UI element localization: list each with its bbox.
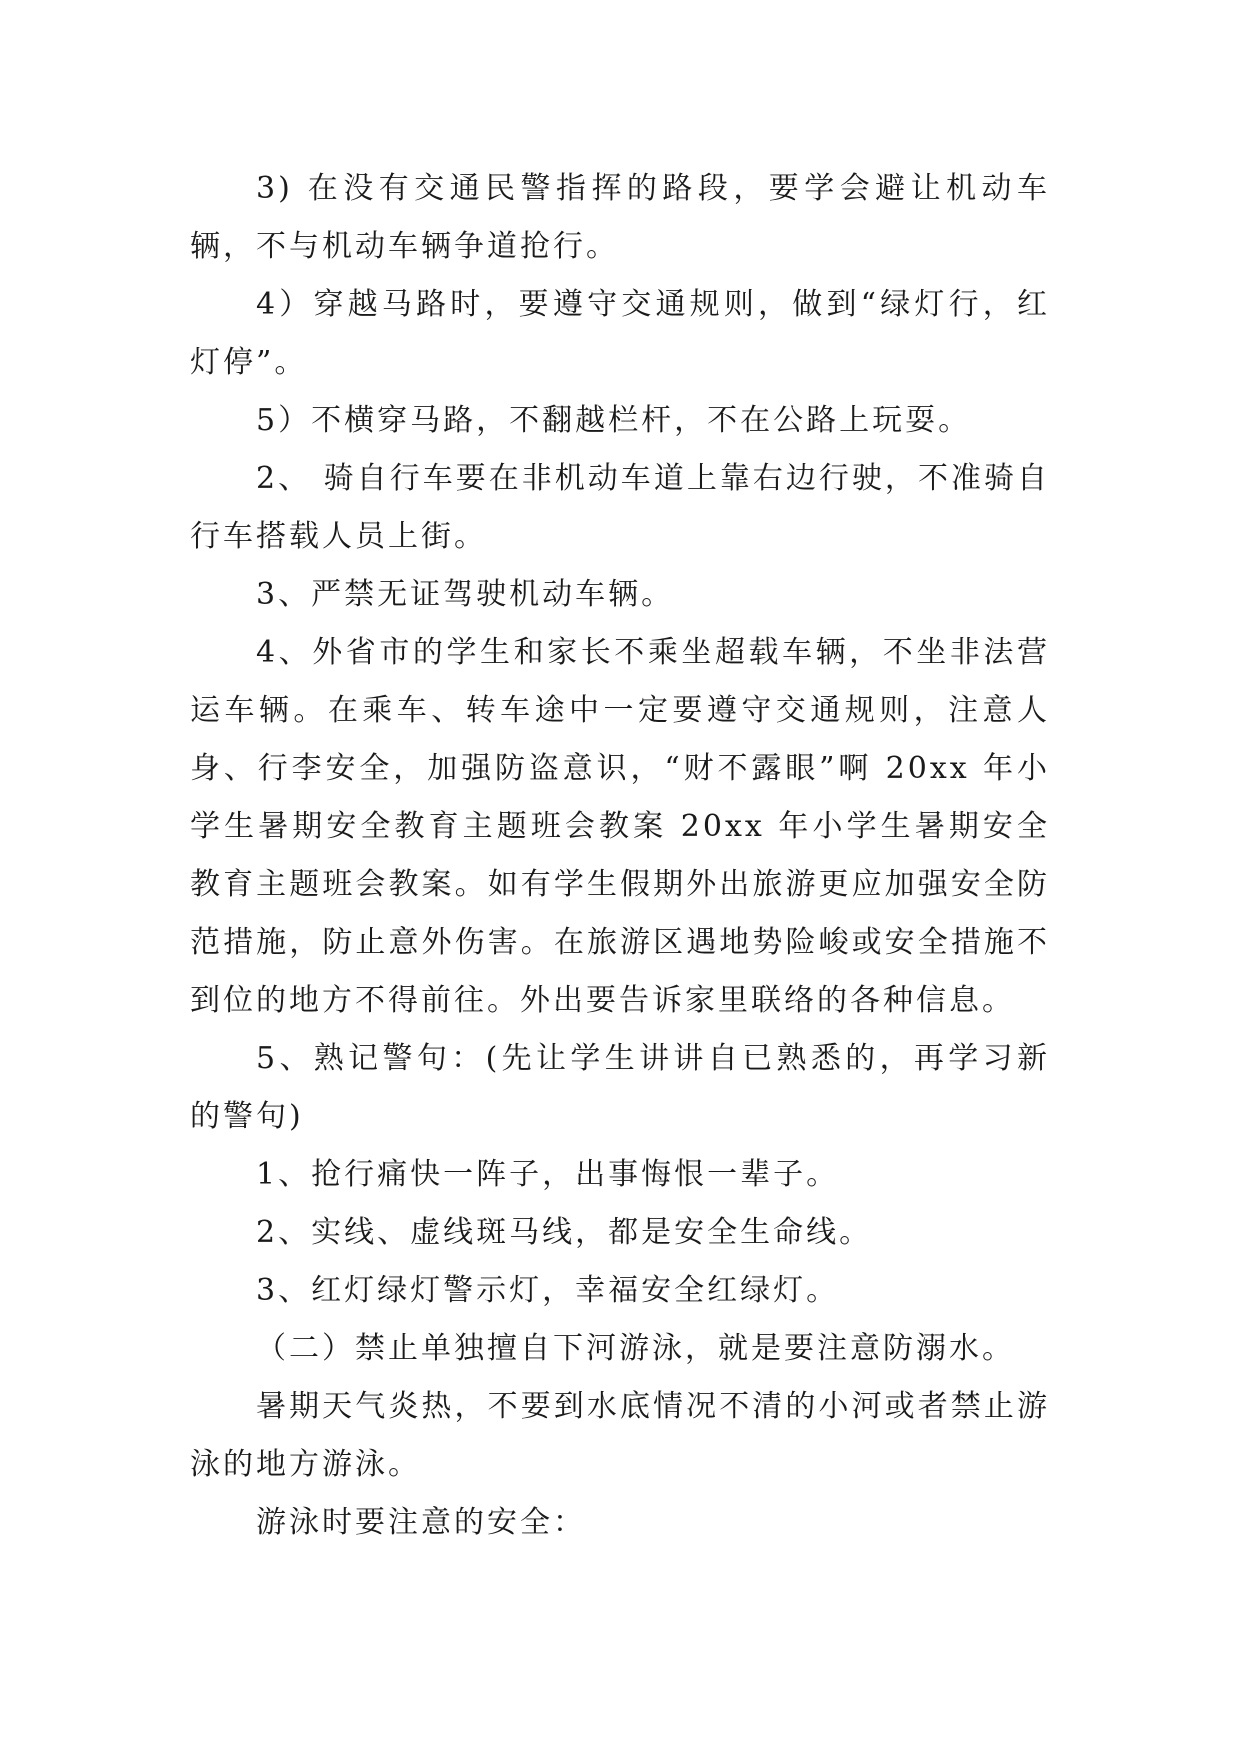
paragraph: 5）不横穿马路，不翻越栏杆，不在公路上玩耍。	[256, 403, 972, 438]
paragraph: 3、严禁无证驾驶机动车辆。	[256, 577, 675, 612]
paragraph: 5、熟记警句：(先让学生讲讲自已熟悉的，再学习新的警句)	[190, 1041, 1050, 1134]
paragraph: （二）禁止单独擅自下河游泳，就是要注意防溺水。	[256, 1331, 1015, 1366]
paragraph: 3、红灯绿灯警示灯，幸福安全红绿灯。	[256, 1273, 840, 1308]
paragraph: 游泳时要注意的安全：	[256, 1505, 586, 1540]
paragraph: 暑期天气炎热，不要到水底情况不清的小河或者禁止游泳的地方游泳。	[190, 1389, 1050, 1482]
paragraph: 3) 在没有交通民警指挥的路段，要学会避让机动车辆，不与机动车辆争道抢行。	[190, 171, 1050, 264]
document-body	[190, 160, 1050, 1552]
paragraph: 4、外省市的学生和家长不乘坐超载车辆，不坐非法营运车辆。在乘车、转车途中一定要遵守交通规则，注意人身、行李安全，加强防盗意识，“财不露眼”啊 20xx 年小学生暑期安全教育主题班会教案 20xx 年小学生暑期安全教育主题班会教案。如有学生假期外出旅游更应加强安全防范措施，防止意外伤害。在旅游区遇地势险峻或安全措施不到位的地方不得前往。外出要告诉家里联络的各种信息。	[190, 635, 1050, 1018]
paragraph: 1、抢行痛快一阵子，出事悔恨一辈子。	[256, 1157, 840, 1192]
paragraph: 2、实线、虚线斑马线，都是安全生命线。	[256, 1215, 873, 1250]
paragraph: 4）穿越马路时，要遵守交通规则，做到“绿灯行，红灯停”。	[190, 287, 1050, 380]
paragraph: 2、 骑自行车要在非机动车道上靠右边行驶，不准骑自行车搭载人员上街。	[190, 461, 1050, 554]
